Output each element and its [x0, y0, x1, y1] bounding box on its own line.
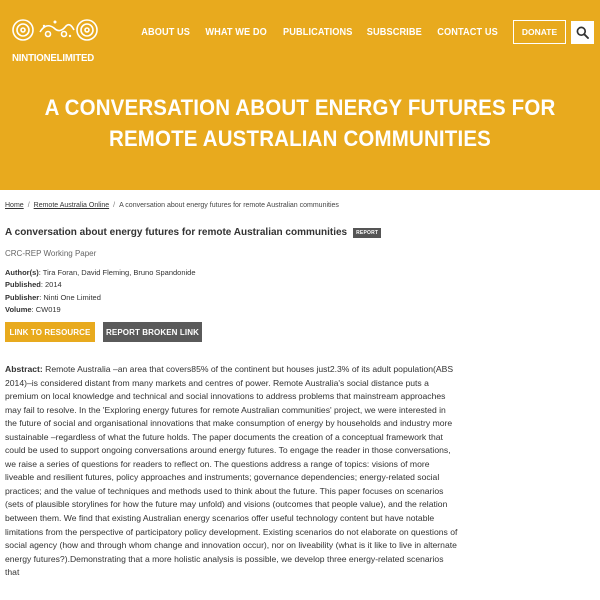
- breadcrumb-separator: /: [27, 202, 30, 209]
- resource-title: [5, 227, 381, 238]
- meta-publisher: Publisher: Ninti One Limited: [5, 292, 101, 302]
- nav-about-us[interactable]: ABOUT US: [141, 27, 190, 38]
- meta-publisher-label: Publisher: [5, 292, 40, 302]
- breadcrumb-home-link[interactable]: Home: [5, 202, 24, 209]
- meta-volume-label: Volume: [5, 304, 32, 314]
- report-broken-link-button[interactable]: REPORT BROKEN LINK: [103, 322, 202, 342]
- abstract-label: Abstract:: [5, 364, 43, 374]
- nav-what-we-do[interactable]: WHAT WE DO: [205, 27, 267, 38]
- abstract-text: Remote Australia –an area that covers85% of the continent but houses just2.3% of its adult population(ABS 2014)–is considered distant from many markets and centres of power. Remote Australia's social distance puts a premium on local knowledge and technical and social innovations to address problems that mainstream approaches may fail to resolve. In the 'Exploring energy futures for remote Australian communities' project, we were interested in the future of social and organisational innovations that make consumption of energy by households and industry more sustainable –regardless of what the future holds. The paper documents the creation of a conceptual framework that could be used to support ongoing conversations around energy futures. To engage the reader in those conversations, we raise a series of questions for readers to reflect on. The questions address a range of topics: visions of more liveable and resilient futures, policy approaches and instruments; governance dependencies; energy-related social practices; and the value of techniques and methods used to think about the future. This paper focuses on scenarios (sets of plausible storylines for how the future may unfold) and visions (outcomes that people value), and the relation between them. We find that existing Australian energy scenarios offer useful technology content but have notable limitations from the perspective of participatory policy development. Existing scenarios do not elaborate on questions of social agency (how and through whom change and innovation occur), nor on liveability (what is it like to live in alternate energy futures?).Demonstrating that a more holistic analysis is possible, we develop three energy-related scenarios that: [5, 364, 458, 578]
- meta-published-value: 2014: [45, 280, 62, 290]
- meta-authors-label: Author(s): [5, 268, 39, 277]
- link-to-resource-button[interactable]: LINK TO RESOURCE: [5, 322, 95, 342]
- meta-volume: Volume: CW019: [5, 304, 61, 314]
- resource-title-text: A conversation about energy futures for remote Australian communities: [5, 227, 348, 238]
- breadcrumb-current: A conversation about energy futures for remote Australian communities: [119, 202, 339, 209]
- nav-publications[interactable]: PUBLICATIONS: [282, 27, 353, 38]
- nav-contact-us[interactable]: CONTACT US: [437, 27, 498, 38]
- nav-subscribe[interactable]: SUBSCRIBE: [367, 27, 423, 38]
- resource-type-badge: REPORT: [353, 228, 381, 238]
- brand-name: NINTIONELIMITED: [12, 52, 95, 64]
- meta-published-label: Published: [5, 280, 41, 290]
- meta-published: Published: 2014: [5, 280, 62, 290]
- main-nav: [127, 27, 498, 38]
- search-icon: [576, 26, 589, 39]
- resource-meta: [5, 267, 196, 316]
- abstract: [5, 363, 460, 580]
- meta-authors-value: Tira Foran, David Fleming, Bruno Spandonide: [42, 268, 196, 277]
- breadcrumb-section-link[interactable]: Remote Australia Online: [33, 202, 110, 209]
- resource-subtitle: CRC-REP Working Paper: [5, 249, 97, 258]
- site-header: [0, 0, 600, 190]
- page-title: A CONVERSATION ABOUT ENERGY FUTURES FOR REMOTE AUSTRALIAN COMMUNITIES: [44, 95, 556, 151]
- breadcrumb-separator: /: [113, 202, 116, 209]
- donate-button[interactable]: DONATE: [513, 20, 566, 44]
- meta-publisher-value: Ninti One Limited: [43, 292, 101, 302]
- search-button[interactable]: [571, 21, 594, 44]
- site-logo[interactable]: [10, 12, 100, 64]
- meta-volume-value: CW019: [35, 304, 61, 314]
- meta-authors: Author(s): Tira Foran, David Fleming, Bruno Spandonide: [5, 268, 196, 277]
- breadcrumb: [5, 202, 339, 209]
- logo-emblem-icon: [10, 12, 100, 52]
